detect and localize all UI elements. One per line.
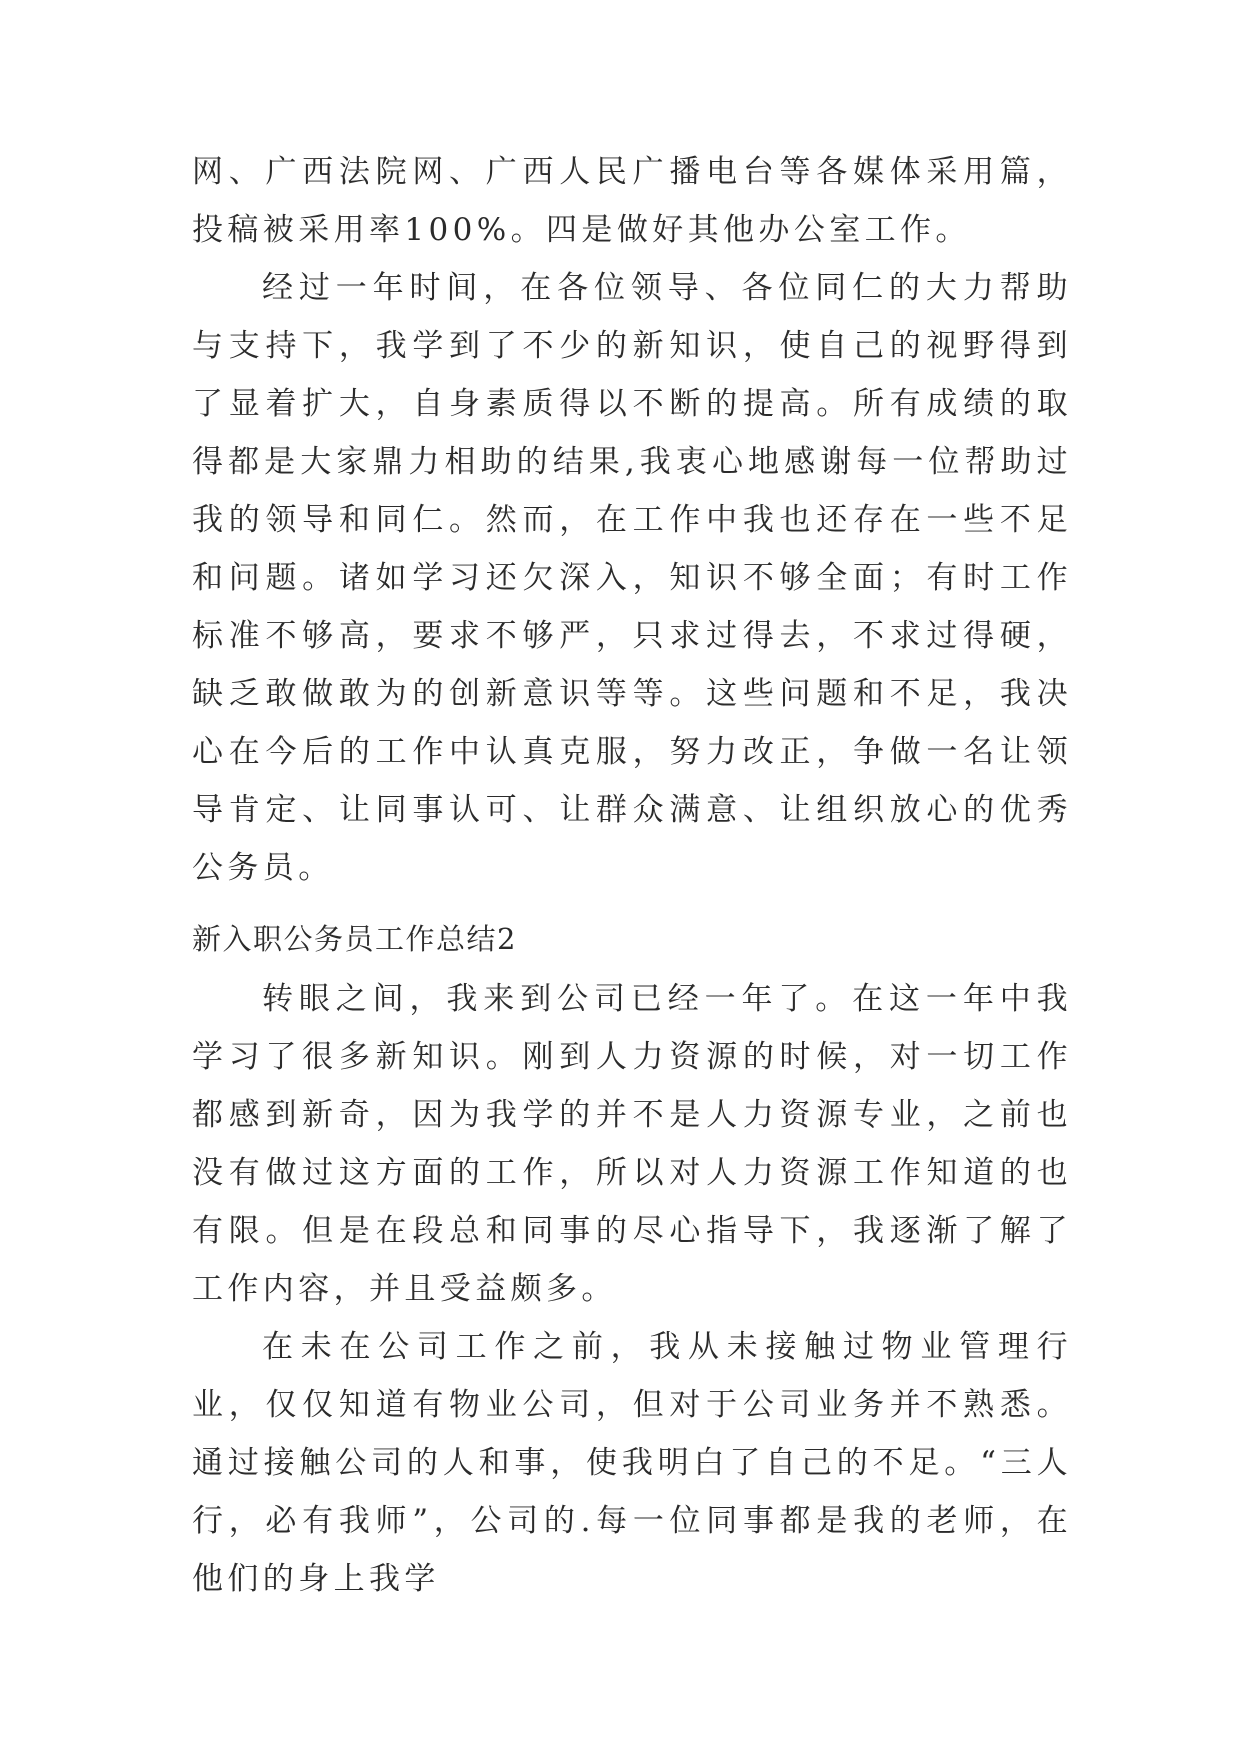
section2-paragraph-1: 转眼之间，我来到公司已经一年了。在这一年中我学习了很多新知识。刚到人力资源的时候，对一切工作都感到新奇，因为我学的并不是人力资源专业，之前也没有做过这方面的工作，所以对人力资源工作知道的也有限。但是在段总和同事的尽心指导下，我逐渐了解了工作内容，并且受益颇多。 — [192, 981, 1072, 1307]
summary-paragraph: 经过一年时间，在各位领导、各位同仁的大力帮助与支持下，我学到了不少的新知识，使自己的视野得到了显着扩大，自身素质得以不断的提高。所有成绩的取得都是大家鼎力相助的结果,我衷心地感谢每一位帮助过我的领导和同仁。然而，在工作中我也还存在一些不足和问题。诸如学习还欠深入，知识不够全面；有时工作标准不够高，要求不够严，只求过得去，不求过得硬，缺乏敢做敢为的创新意识等等。这些问题和不足，我决心在今后的工作中认真克服，努力改正，争做一名让领导肯定、让同事认可、让群众满意、让组织放心的优秀公务员。 — [192, 270, 1072, 886]
section1-body — [192, 143, 1072, 897]
section2-paragraph-2: 在未在公司工作之前，我从未接触过物业管理行业，仅仅知道有物业公司，但对于公司业务并不熟悉。通过接触公司的人和事，使我明白了自己的不足。“三人行，必有我师”，公司的.每一位同事都是我的老师，在他们的身上我学 — [192, 1329, 1072, 1597]
continuation-paragraph: 网、广西法院网、广西人民广播电台等各媒体采用篇，投稿被采用率100%。四是做好其他办公室工作。 — [192, 154, 1072, 248]
section2-title: 新入职公务员工作总结2 — [192, 922, 517, 956]
section2-body — [192, 970, 1072, 1608]
